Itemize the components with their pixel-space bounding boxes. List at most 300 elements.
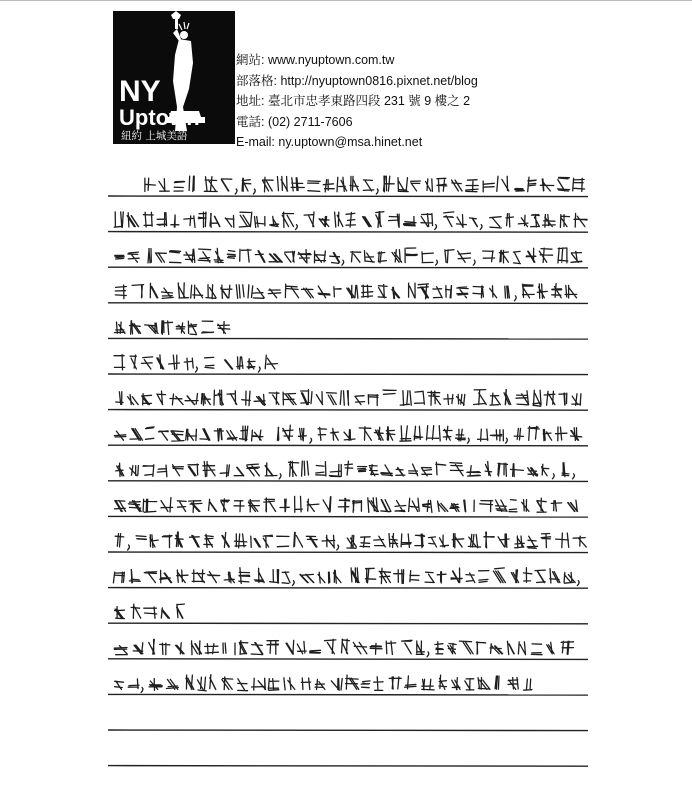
handwritten-character	[401, 534, 411, 548]
handwritten-character	[448, 643, 456, 653]
handwritten-character	[251, 643, 263, 655]
handwritten-character	[528, 426, 539, 440]
handwritten-character	[291, 178, 304, 191]
handwritten-character	[568, 500, 578, 511]
handwritten-character	[248, 500, 259, 512]
handwritten-character	[402, 640, 413, 654]
handwritten-character	[468, 534, 480, 547]
handwritten-character	[515, 189, 525, 192]
handwritten-character	[318, 427, 326, 440]
handwritten-character	[483, 251, 495, 262]
handwritten-character	[184, 249, 195, 262]
handwritten-character	[495, 676, 499, 689]
handwritten-character	[286, 640, 294, 654]
handwritten-character	[150, 535, 158, 548]
handwritten-character	[405, 248, 417, 263]
handwritten-character	[314, 251, 325, 263]
handwritten-character	[302, 288, 314, 298]
handwritten-character	[297, 641, 306, 653]
handwritten-character	[518, 215, 528, 226]
handwritten-character	[265, 463, 277, 476]
handwritten-character	[334, 287, 341, 297]
handwritten-character	[452, 180, 462, 191]
handwritten-character	[542, 464, 549, 476]
handwritten-line	[116, 390, 581, 407]
handwritten-character	[527, 536, 538, 548]
handwritten-character	[239, 212, 252, 227]
handwritten-punctuation	[435, 225, 437, 230]
handwritten-line	[114, 355, 277, 372]
handwritten-character	[252, 430, 263, 441]
handwritten-character	[480, 500, 493, 511]
handwritten-character	[346, 675, 359, 689]
handwritten-character	[493, 568, 505, 583]
handwritten-character	[544, 391, 555, 405]
handwritten-character	[239, 641, 247, 655]
handwritten-character	[191, 641, 201, 655]
handwritten-character	[524, 568, 532, 582]
handwritten-character	[559, 393, 567, 405]
handwritten-character	[114, 212, 123, 227]
phone-value: (02) 2711-7606	[267, 114, 353, 129]
handwritten-character	[518, 642, 525, 655]
handwritten-character	[359, 427, 371, 440]
handwritten-character	[234, 467, 244, 476]
handwritten-character	[381, 465, 393, 476]
handwritten-character	[508, 678, 518, 690]
handwritten-line	[115, 675, 532, 693]
handwritten-character	[558, 248, 568, 263]
handwritten-punctuation	[296, 225, 298, 230]
website-label: 網站:	[236, 53, 265, 67]
handwritten-character	[234, 501, 244, 512]
handwritten-character	[265, 355, 277, 369]
handwritten-character	[389, 534, 398, 548]
handwritten-line	[115, 532, 586, 550]
handwritten-character	[285, 284, 298, 298]
handwritten-character	[330, 253, 340, 264]
handwritten-character	[561, 641, 573, 654]
handwritten-character	[277, 427, 278, 440]
handwritten-character	[478, 678, 490, 690]
handwritten-character	[514, 428, 523, 440]
handwritten-punctuation	[376, 189, 378, 194]
handwritten-character	[200, 429, 210, 440]
handwritten-character	[159, 179, 169, 192]
handwritten-character	[445, 250, 454, 263]
handwritten-character	[318, 572, 330, 583]
handwritten-character	[319, 217, 329, 227]
handwritten-character	[440, 535, 449, 547]
handwritten-character	[306, 536, 317, 547]
handwritten-character	[162, 321, 173, 335]
handwritten-character	[543, 215, 556, 228]
address-value: 臺北市忠孝東路四段 231 號 9 樓之 2	[267, 94, 471, 108]
handwritten-character	[423, 500, 432, 512]
handwritten-character	[128, 252, 139, 262]
handwritten-character	[205, 644, 219, 654]
handwritten-character	[451, 568, 462, 583]
handwritten-character	[128, 395, 139, 405]
handwritten-character	[202, 321, 214, 333]
handwritten-character	[421, 214, 433, 227]
handwritten-character	[185, 394, 198, 405]
handwritten-character	[450, 463, 463, 476]
handwritten-character	[252, 286, 265, 298]
handwritten-character	[386, 641, 396, 654]
handwritten-character	[204, 534, 213, 547]
handwritten-character	[473, 286, 484, 298]
handwritten-character	[414, 426, 423, 440]
handwritten-character	[496, 500, 507, 511]
handwritten-character	[386, 427, 395, 440]
handwritten-character	[458, 251, 471, 262]
handwritten-punctuation	[235, 189, 237, 194]
handwritten-character	[374, 677, 383, 691]
handwritten-character	[438, 501, 448, 511]
handwritten-character	[162, 535, 172, 548]
handwritten-character	[374, 536, 386, 547]
logo-uptown-text: Uptown	[119, 105, 200, 130]
handwritten-character	[302, 461, 309, 476]
handwritten-character	[467, 466, 481, 476]
handwritten-character	[389, 677, 401, 689]
handwritten-character	[422, 679, 434, 690]
handwritten-character	[307, 499, 319, 511]
handwritten-line	[113, 568, 579, 586]
handwritten-character	[178, 283, 188, 298]
handwritten-character	[416, 641, 424, 654]
handwritten-character	[485, 462, 491, 476]
handwritten-character	[240, 426, 248, 441]
handwritten-character	[191, 285, 203, 298]
handwritten-character	[218, 322, 230, 334]
handwritten-punctuation	[514, 296, 516, 301]
handwritten-character	[452, 678, 460, 690]
handwritten-character	[145, 427, 154, 439]
handwritten-character	[255, 217, 266, 228]
handwritten-character	[333, 570, 341, 583]
handwritten-character	[149, 679, 162, 691]
handwritten-character	[145, 323, 158, 333]
handwritten-character	[143, 499, 157, 512]
handwritten-character	[437, 572, 446, 583]
handwritten-character	[270, 216, 279, 226]
handwritten-punctuation	[480, 225, 482, 230]
handwritten-character	[422, 252, 433, 263]
handwritten-character	[221, 179, 232, 191]
handwritten-character	[409, 498, 420, 511]
handwritten-character	[157, 391, 166, 405]
handwritten-character	[425, 572, 434, 582]
handwritten-character	[177, 501, 186, 512]
handwritten-character	[316, 462, 326, 476]
handwritten-line	[114, 425, 581, 443]
handwritten-character	[444, 395, 453, 405]
handwritten-character	[132, 285, 144, 298]
handwritten-character	[280, 499, 289, 511]
handwritten-character	[150, 283, 158, 298]
handwritten-character	[329, 465, 341, 477]
handwritten-punctuation	[292, 581, 294, 586]
handwritten-character	[298, 250, 311, 263]
handwritten-character	[452, 534, 464, 548]
handwritten-character	[353, 642, 367, 654]
handwritten-character	[143, 465, 154, 477]
handwritten-character	[170, 251, 181, 263]
handwritten-character	[227, 431, 237, 441]
handwritten-character	[484, 532, 494, 548]
handwritten-character	[254, 568, 264, 582]
handwritten-character	[361, 681, 370, 688]
handwritten-character	[456, 429, 466, 441]
handwritten-character	[409, 464, 418, 476]
handwritten-character	[490, 393, 500, 405]
handwritten-character	[450, 503, 459, 511]
handwritten-character	[201, 394, 210, 406]
handwritten-character	[508, 641, 515, 654]
handwritten-character	[531, 214, 540, 227]
handwritten-character	[156, 253, 167, 262]
handwritten-character	[198, 212, 206, 227]
handwritten-character	[115, 285, 126, 299]
handwritten-character	[116, 463, 124, 476]
handwritten-line	[115, 604, 185, 619]
handwritten-line	[114, 212, 587, 230]
handwritten-character	[198, 249, 210, 262]
handwritten-character	[490, 430, 503, 441]
handwritten-character	[506, 214, 514, 227]
handwritten-character	[115, 255, 125, 259]
handwritten-character	[505, 286, 510, 298]
handwritten-character	[221, 499, 229, 512]
handwritten-character	[526, 248, 536, 262]
handwritten-character	[160, 643, 170, 655]
handwritten-character	[114, 355, 125, 370]
handwritten-character	[283, 392, 296, 405]
handwritten-character	[427, 426, 441, 441]
handwritten-character	[395, 501, 406, 512]
handwritten-character	[347, 535, 357, 548]
handwritten-character	[142, 394, 152, 405]
handwritten-character	[161, 608, 169, 618]
handwritten-character	[439, 675, 447, 689]
handwritten-character	[148, 249, 151, 263]
handwritten-character	[571, 251, 582, 262]
handwritten-punctuation	[436, 260, 438, 265]
handwritten-character	[197, 677, 206, 691]
handwritten-character	[369, 465, 378, 476]
handwritten-character	[370, 643, 382, 654]
handwritten-character	[204, 177, 217, 192]
website-value: www.nyuptown.com.tw	[267, 53, 395, 67]
handwritten-character	[543, 430, 551, 441]
handwritten-character	[161, 498, 173, 513]
handwritten-character	[300, 574, 314, 582]
handwritten-character	[556, 533, 569, 548]
handwritten-character	[247, 464, 259, 476]
handwritten-character	[267, 641, 279, 655]
handwritten-character	[177, 604, 185, 618]
handwritten-character	[175, 532, 183, 547]
handwritten-character	[323, 180, 334, 192]
handwritten-character	[409, 283, 416, 298]
handwritten-character	[170, 394, 183, 405]
handwritten-character	[564, 572, 575, 583]
handwritten-character	[565, 285, 577, 298]
handwritten-line	[116, 461, 575, 479]
handwritten-character	[160, 570, 172, 582]
handwritten-character	[574, 213, 587, 227]
handwritten-character	[301, 390, 310, 405]
handwritten-character	[133, 643, 143, 654]
handwritten-character	[237, 357, 243, 369]
handwritten-character	[511, 570, 518, 583]
handwritten-character	[340, 391, 348, 405]
handwritten-character	[392, 287, 400, 298]
handwritten-character	[283, 425, 293, 440]
handwritten-character	[190, 536, 200, 548]
handwritten-character	[114, 646, 127, 655]
blog-value: http://nyuptown0816.pixnet.net/blog	[280, 73, 478, 88]
handwritten-character	[157, 465, 167, 477]
handwritten-character	[277, 536, 289, 547]
handwritten-character	[262, 177, 273, 192]
handwritten-character	[157, 213, 167, 227]
handwritten-character	[428, 391, 441, 405]
handwritten-character	[269, 254, 282, 262]
handwritten-character	[479, 571, 489, 583]
handwritten-punctuation	[342, 260, 344, 265]
handwritten-character	[115, 534, 124, 547]
handwritten-character	[186, 675, 194, 689]
handwritten-character	[360, 537, 370, 547]
phone-label: 電話:	[236, 114, 265, 129]
handwritten-character	[415, 534, 425, 548]
handwritten-character	[169, 355, 180, 369]
handwritten-character	[308, 181, 321, 192]
handwritten-punctuation	[427, 652, 429, 657]
handwritten-character	[127, 213, 138, 227]
handwritten-character	[295, 496, 303, 512]
handwritten-character	[398, 178, 408, 192]
handwritten-character	[269, 392, 279, 404]
handwritten-line	[115, 496, 578, 512]
handwritten-character	[571, 428, 582, 441]
handwritten-character	[162, 288, 174, 298]
handwritten-character	[478, 429, 488, 441]
handwritten-character	[335, 212, 343, 227]
handwritten-character	[444, 212, 454, 227]
handwritten-character	[322, 535, 335, 548]
handwritten-character	[285, 251, 295, 262]
handwritten-character	[556, 427, 567, 441]
handwritten-character	[405, 676, 416, 689]
handwritten-character	[511, 464, 524, 477]
handwritten-character	[203, 462, 215, 477]
handwritten-character	[277, 177, 287, 192]
handwritten-character	[225, 216, 234, 228]
handwritten-character	[378, 252, 386, 263]
handwritten-punctuation	[577, 581, 579, 586]
handwritten-character	[516, 391, 529, 405]
handwritten-character	[130, 466, 139, 476]
handwritten-character	[490, 644, 503, 654]
handwritten-character	[540, 179, 553, 191]
handwritten-character	[353, 501, 362, 513]
handwritten-character	[379, 568, 390, 583]
handwritten-character	[344, 430, 355, 441]
logo-subtitle-text: 紐約 上城美語	[121, 130, 188, 142]
handwritten-character	[433, 287, 442, 298]
handwritten-character	[504, 390, 511, 405]
handwritten-character	[252, 678, 266, 690]
handwritten-character	[513, 251, 520, 263]
handwritten-character	[457, 215, 467, 228]
handwritten-character	[263, 535, 272, 547]
handwritten-character	[560, 215, 569, 228]
handwritten-punctuation	[128, 545, 130, 550]
handwritten-character	[490, 286, 497, 298]
handwritten-character	[466, 573, 475, 583]
handwritten-character	[524, 679, 532, 690]
handwritten-character	[130, 355, 136, 369]
handwritten-character	[404, 217, 417, 226]
handwritten-character	[415, 391, 425, 404]
handwritten-character	[115, 322, 125, 333]
handwritten-character	[136, 536, 146, 540]
handwritten-character	[466, 180, 479, 192]
handwritten-character	[400, 426, 411, 441]
handwritten-character	[227, 391, 237, 405]
handwritten-character	[358, 467, 367, 472]
handwritten-character	[331, 679, 342, 691]
address-label: 地址:	[236, 94, 265, 108]
handwritten-punctuation	[506, 438, 508, 443]
handwritten-character	[301, 678, 310, 690]
handwritten-character	[338, 498, 349, 512]
handwritten-character	[497, 176, 509, 191]
blog-label: 部落格:	[236, 73, 277, 88]
handwritten-character	[376, 212, 384, 228]
handwritten-character	[429, 537, 437, 547]
handwritten-character	[189, 501, 202, 513]
handwritten-character	[115, 607, 125, 619]
handwritten-character	[552, 284, 562, 298]
handwritten-line	[114, 639, 573, 657]
handwritten-character	[396, 468, 405, 476]
handwritten-character	[325, 639, 336, 653]
handwritten-character	[476, 642, 485, 654]
handwritten-character	[389, 214, 400, 227]
handwritten-character	[363, 217, 372, 227]
handwritten-character	[264, 498, 276, 512]
handwritten-character	[304, 212, 314, 227]
handwritten-character	[323, 497, 331, 512]
email-value: ny.uptown@msa.hinet.net	[278, 135, 423, 149]
handwritten-character	[499, 250, 508, 263]
handwritten-character	[464, 500, 474, 512]
handwritten-character	[224, 572, 234, 583]
handwritten-punctuation	[141, 687, 143, 692]
handwritten-character	[381, 500, 391, 512]
handwritten-character	[171, 215, 179, 227]
handwritten-character	[188, 464, 198, 476]
handwritten-character	[220, 465, 229, 477]
handwritten-character	[522, 500, 529, 512]
handwritten-character	[184, 358, 193, 370]
handwritten-character	[368, 498, 379, 512]
